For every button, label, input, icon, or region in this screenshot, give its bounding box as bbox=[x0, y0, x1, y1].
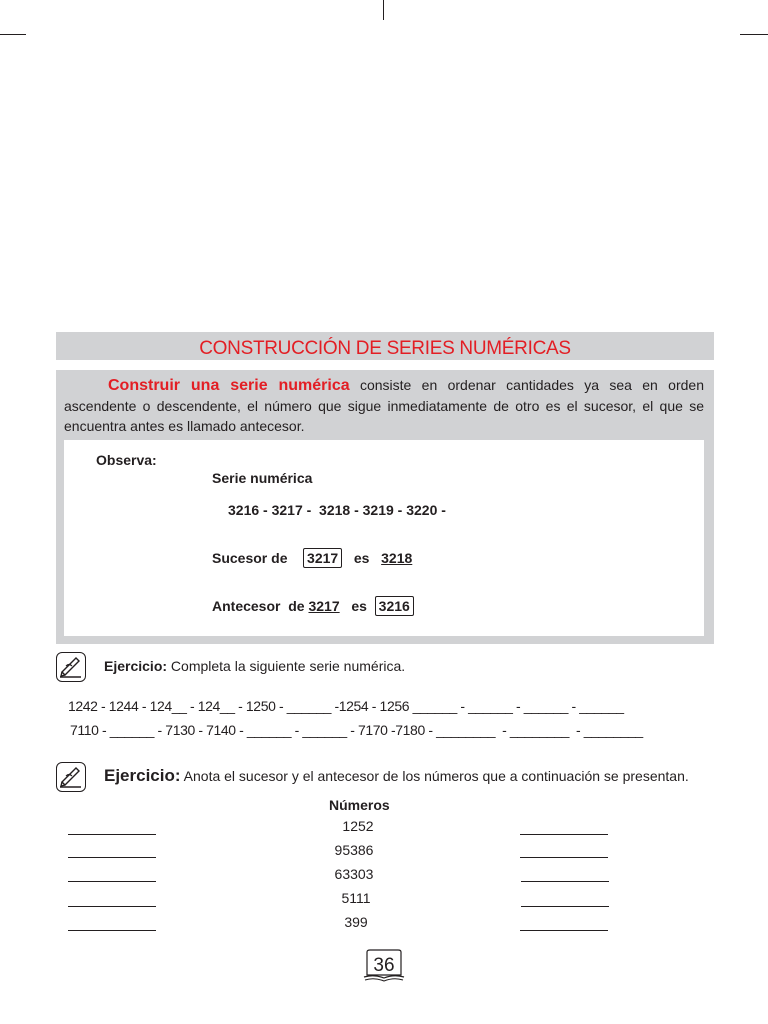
sucesor-row bbox=[212, 548, 412, 568]
antecesor-blank[interactable] bbox=[68, 906, 156, 907]
sucesor-label: Sucesor de bbox=[212, 550, 288, 566]
page-number: 36 bbox=[373, 955, 395, 976]
intro-term: Construir una serie numérica bbox=[108, 377, 350, 394]
observe-label: Observa: bbox=[96, 452, 157, 468]
exercise2-instruction: Anota el sucesor y el antecesor de los números que a continuación se presentan. bbox=[180, 768, 689, 784]
exercise2-label: Ejercicio: bbox=[104, 766, 181, 785]
sucesor-blank[interactable] bbox=[521, 906, 609, 907]
exercise1-label: Ejercicio: bbox=[104, 658, 168, 674]
sucesor-blank[interactable] bbox=[520, 834, 608, 835]
antecesor-blank[interactable] bbox=[68, 857, 156, 858]
antecesor-of: 3217 bbox=[308, 598, 340, 614]
numbers-header: Números bbox=[329, 797, 390, 813]
sucesor-of-box: 3217 bbox=[303, 548, 342, 568]
exercise2-heading bbox=[104, 766, 689, 786]
crop-mark-top bbox=[383, 0, 384, 20]
intro-definition: consiste en ordenar cantidades ya sea en orden ascendente o descendente, el número que sigue inmediatamente de otro es el sucesor, el que se encuentra antes es llamado antecesor. bbox=[64, 377, 704, 434]
exercise1-series-row1: 1242 - 1244 - 124__ - 124__ - 1250 - ______ -1254 - 1256 ______ - ______ - ______ - ______ bbox=[68, 698, 624, 714]
antecesor-es: es bbox=[351, 598, 367, 614]
number-item: 63303 bbox=[334, 866, 374, 882]
sucesor-es: es bbox=[353, 550, 370, 566]
example-series: 3216 - 3217 - 3218 - 3219 - 3220 - bbox=[228, 502, 446, 518]
number-item: 399 bbox=[344, 914, 368, 930]
intro-paragraph bbox=[64, 375, 704, 436]
antecesor-row bbox=[212, 596, 414, 616]
sucesor-blank[interactable] bbox=[521, 881, 609, 882]
antecesor-blank[interactable] bbox=[68, 881, 156, 882]
writing-hand-icon bbox=[56, 762, 86, 792]
crop-mark-right bbox=[740, 34, 768, 35]
series-label: Serie numérica bbox=[212, 470, 313, 486]
sucesor-blank[interactable] bbox=[520, 930, 608, 931]
exercise1-instruction: Completa la siguiente serie numérica. bbox=[167, 658, 406, 674]
sucesor-value: 3218 bbox=[381, 550, 413, 566]
writing-hand-icon bbox=[56, 652, 86, 682]
number-item: 1252 bbox=[342, 818, 374, 834]
antecesor-blank[interactable] bbox=[68, 834, 156, 835]
number-item: 5111 bbox=[341, 890, 371, 906]
exercise1-series-row2: 7110 - ______ - 7130 - 7140 - ______ - ______ - 7170 -7180 - ________ - ________ - ________ bbox=[70, 722, 643, 738]
sucesor-blank[interactable] bbox=[520, 857, 608, 858]
section-title: CONSTRUCCIÓN DE SERIES NUMÉRICAS bbox=[56, 332, 714, 360]
number-item: 95386 bbox=[334, 842, 374, 858]
exercise1-heading bbox=[104, 658, 405, 674]
antecesor-value-box: 3216 bbox=[375, 596, 414, 616]
antecesor-label: Antecesor de bbox=[212, 598, 305, 614]
antecesor-blank[interactable] bbox=[68, 930, 156, 931]
crop-mark-left bbox=[0, 34, 26, 35]
